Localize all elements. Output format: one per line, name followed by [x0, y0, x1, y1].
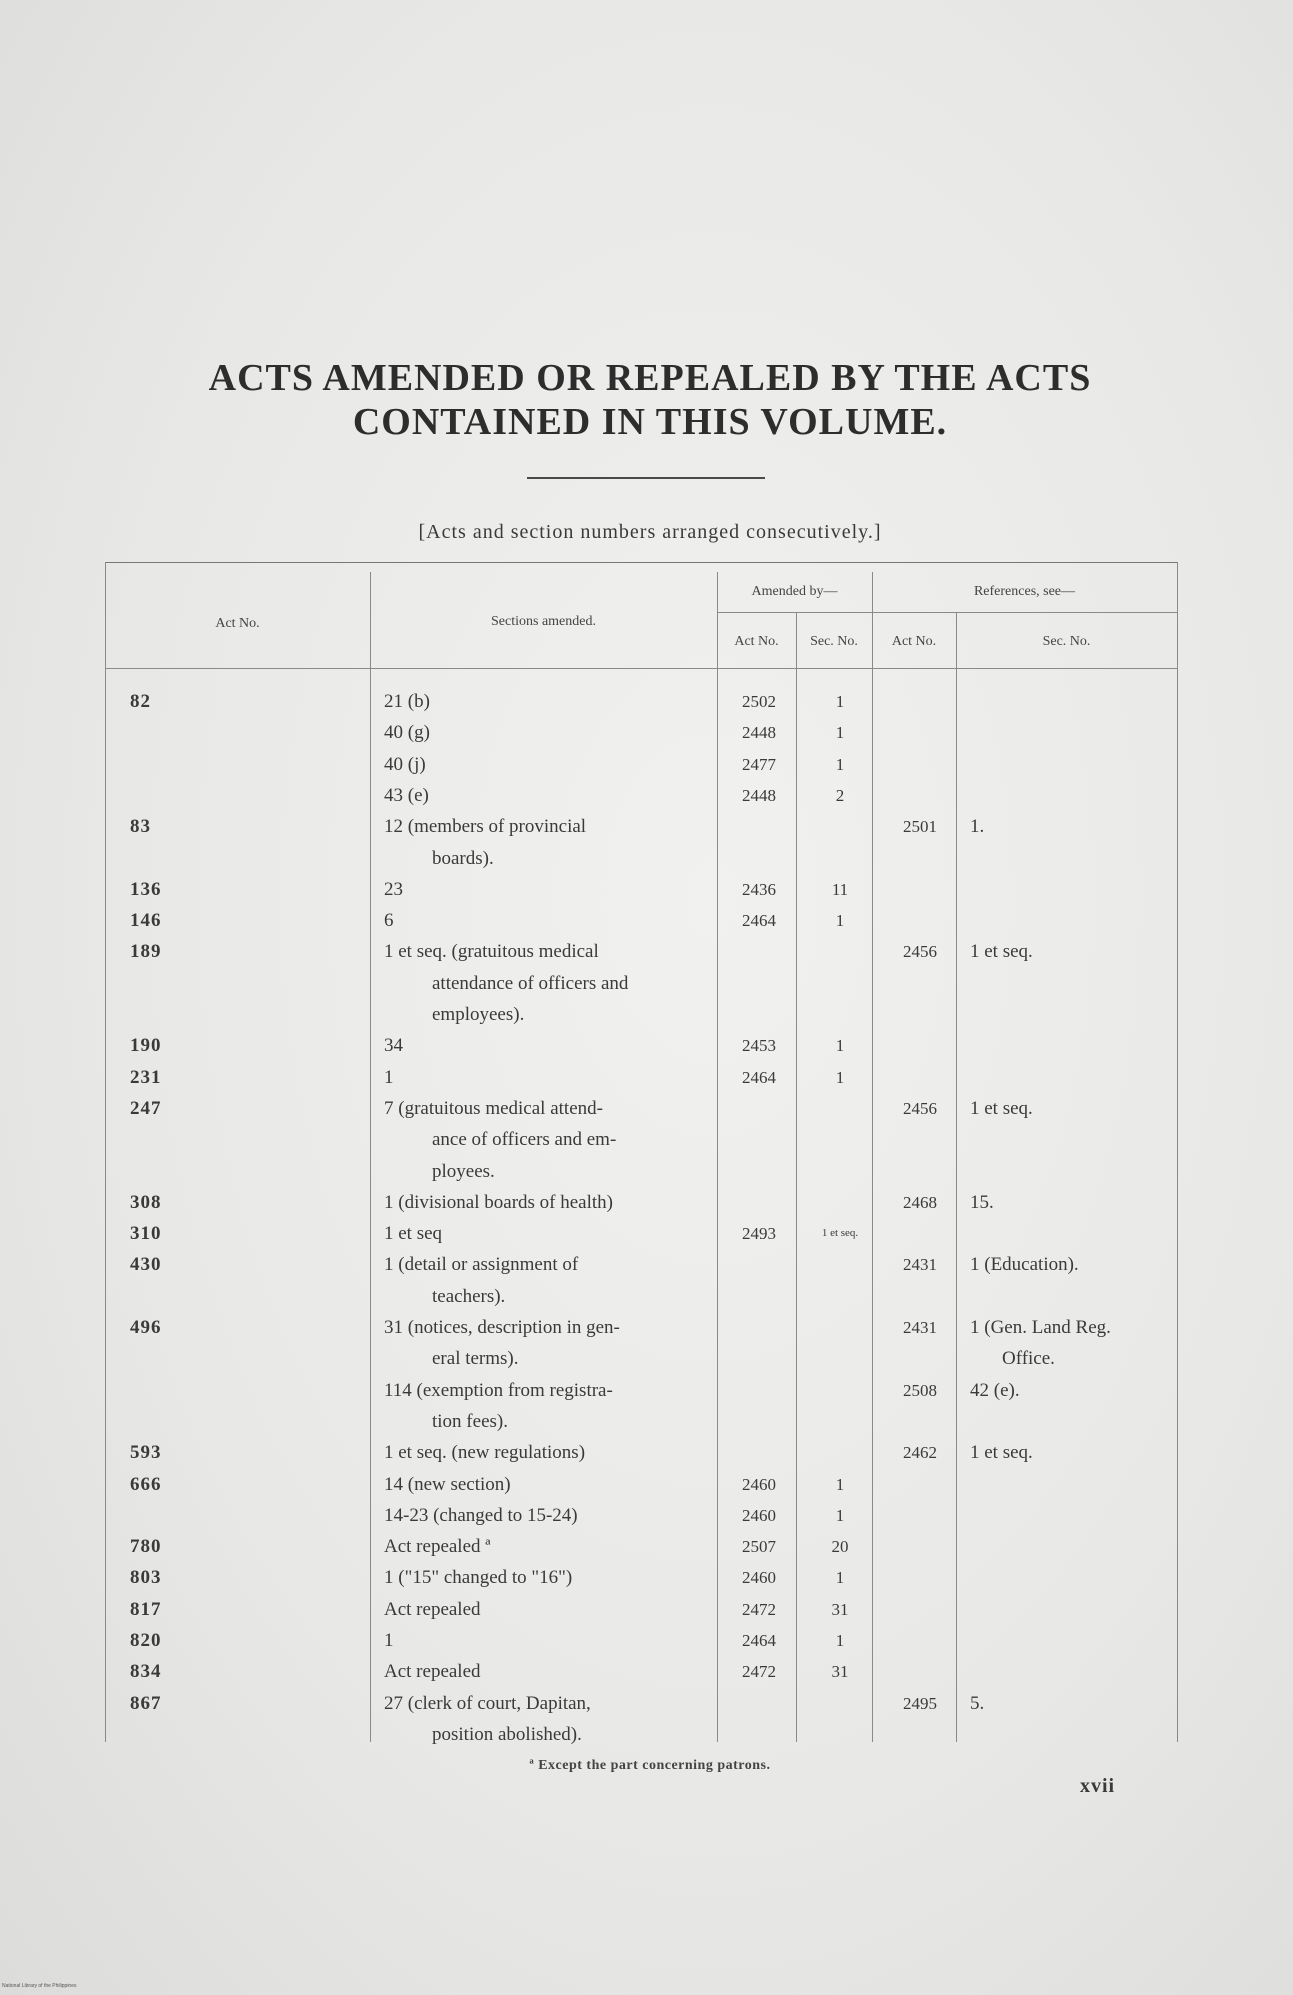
amended-by-act-no: 2477 [742, 754, 776, 774]
sections-amended: ployees. [432, 1160, 495, 1182]
amended-by-act-no: 2493 [742, 1224, 776, 1244]
amended-by-act-no: 2448 [742, 723, 776, 743]
page-number: xvii [1080, 1775, 1116, 1797]
header-amended-act-no: Act No. [734, 634, 779, 649]
sections-amended: 40 (g) [384, 722, 430, 744]
amended-by-sec-no: 1 [835, 692, 845, 711]
act-number: 247 [130, 1097, 162, 1119]
reference-act-no: 2501 [903, 817, 937, 837]
header-ref-sec-no: Sec. No. [1042, 634, 1091, 649]
sections-amended: 1 (detail or assignment of [384, 1254, 579, 1276]
act-number: 496 [130, 1317, 162, 1338]
sections-amended: 23 [384, 878, 403, 900]
amended-by-act-no: 2460 [742, 1505, 776, 1525]
reference-act-no: 2462 [903, 1443, 937, 1463]
reference-sec-no: 1 (Education). [970, 1254, 1079, 1276]
amended-by-sec-no: 1 [835, 1568, 845, 1588]
sections-amended: employees). [432, 1004, 525, 1025]
header-sections-amended: Sections amended. [491, 614, 596, 629]
sections-amended: ance of officers and em- [432, 1129, 617, 1151]
sections-amended: eral terms). [432, 1348, 519, 1370]
amended-by-sec-no: 1 [835, 723, 845, 743]
reference-sec-no: 1 et seq. [970, 1097, 1033, 1119]
sections-amended: Act repealed [384, 1598, 481, 1620]
reference-sec-no: 5. [970, 1692, 985, 1714]
act-number: 136 [130, 878, 162, 900]
act-number: 820 [130, 1630, 162, 1651]
table-right-border [1177, 562, 1178, 1742]
amended-by-act-no: 2472 [742, 1599, 776, 1619]
table-top-border [105, 562, 1177, 563]
sections-amended: 21 (b) [384, 691, 430, 712]
amended-by-sec-no: 1 et seq. [821, 1227, 859, 1240]
header-bottom-border [105, 668, 1177, 669]
column-divider [370, 572, 371, 1742]
reference-sec-no: 1 (Gen. Land Reg. [970, 1317, 1111, 1338]
subtitle: [Acts and section numbers arranged consecutively.] [418, 521, 882, 543]
reference-sec-no: 42 (e). [970, 1379, 1020, 1401]
sections-amended: 1 et seq [384, 1223, 443, 1245]
act-number: 146 [130, 910, 162, 932]
amended-by-sec-no: 11 [831, 879, 849, 899]
amended-by-sec-no: 31 [831, 1662, 849, 1682]
sections-amended: tion fees). [432, 1410, 508, 1432]
footnote: ª Except the part concerning patrons. [529, 1758, 771, 1773]
sections-amended: teachers). [432, 1285, 506, 1307]
amended-by-sec-no: 31 [831, 1599, 849, 1619]
reference-act-no: 2508 [903, 1380, 937, 1400]
act-number: 834 [130, 1661, 162, 1683]
amended-by-sec-no: 1 [835, 1067, 845, 1087]
reference-sec-no: 1 et seq. [970, 1442, 1033, 1464]
act-number: 190 [130, 1035, 162, 1057]
reference-act-no: 2468 [903, 1192, 937, 1212]
sections-amended: 1 et seq. (gratuitous medical [384, 941, 599, 963]
sections-amended: 31 (notices, description in gen- [384, 1317, 620, 1338]
amended-by-act-no: 2507 [742, 1537, 776, 1557]
header-references: References, see— [973, 584, 1076, 599]
reference-act-no: 2456 [903, 1098, 937, 1118]
reference-sec-no: Office. [1002, 1348, 1055, 1370]
table-left-border [105, 562, 106, 1742]
page-title [150, 356, 1150, 444]
amended-by-sec-no: 1 [835, 754, 845, 774]
sections-amended: 114 (exemption from registra- [384, 1379, 613, 1401]
amended-by-sec-no: 1 [835, 1631, 845, 1650]
amended-by-sec-no: 1 [835, 1036, 845, 1056]
sections-amended: 12 (members of provincial [384, 816, 587, 838]
sections-amended: 27 (clerk of court, Dapitan, [384, 1692, 591, 1714]
sections-amended: 1 ("15" changed to "16") [384, 1567, 573, 1589]
amended-by-act-no: 2472 [742, 1662, 776, 1682]
sections-amended: 1 [384, 1630, 394, 1651]
title-line-1: ACTS AMENDED OR REPEALED BY THE ACTS [208, 357, 1092, 399]
reference-sec-no: 1. [970, 816, 985, 838]
amended-by-sec-no: 2 [835, 785, 845, 805]
sections-amended: 43 (e) [384, 784, 429, 806]
amended-by-act-no: 2436 [742, 879, 776, 899]
act-number: 593 [130, 1442, 162, 1464]
sections-amended: 7 (gratuitous medical attend- [384, 1097, 603, 1119]
act-number: 308 [130, 1191, 162, 1213]
sections-amended: 40 (j) [384, 753, 426, 775]
amended-by-act-no: 2448 [742, 785, 776, 805]
act-number: 231 [130, 1066, 162, 1088]
act-number: 83 [130, 816, 151, 838]
sections-amended: 1 [384, 1066, 394, 1088]
act-number: 803 [130, 1567, 162, 1589]
sections-amended: position abolished). [432, 1723, 582, 1745]
header-act-no: Act No. [215, 616, 260, 631]
title-rule [527, 477, 765, 479]
reference-sec-no: 1 et seq. [970, 941, 1033, 963]
amended-by-act-no: 2464 [742, 1067, 776, 1087]
header-subdivider [717, 612, 1177, 613]
sections-amended: boards). [432, 847, 494, 869]
sections-amended: 14 (new section) [384, 1473, 511, 1495]
sections-amended: Act repealed ª [384, 1536, 491, 1558]
amended-by-act-no: 2453 [742, 1036, 776, 1056]
amended-by-sec-no: 1 [835, 911, 845, 931]
column-divider [956, 612, 957, 1742]
header-ref-act-no: Act No. [891, 634, 937, 649]
title-line-2: CONTAINED IN THIS VOLUME. [352, 401, 948, 443]
column-divider [796, 612, 797, 1742]
sections-amended: 34 [384, 1035, 403, 1057]
reference-act-no: 2495 [903, 1693, 937, 1713]
amended-by-sec-no: 1 [835, 1474, 845, 1494]
sections-amended: 1 (divisional boards of health) [384, 1191, 614, 1213]
act-number: 817 [130, 1598, 162, 1620]
sections-amended: 1 et seq. (new regulations) [384, 1442, 586, 1464]
reference-act-no: 2431 [903, 1255, 937, 1275]
sections-amended: attendance of officers and [432, 972, 629, 994]
amended-by-act-no: 2460 [742, 1474, 776, 1494]
sections-amended: Act repealed [384, 1661, 481, 1683]
act-number: 310 [130, 1223, 162, 1245]
sections-amended: 14-23 (changed to 15-24) [384, 1504, 578, 1526]
sections-amended: 6 [384, 910, 394, 932]
reference-sec-no: 15. [970, 1191, 994, 1213]
act-number: 189 [130, 941, 162, 963]
act-number: 867 [130, 1692, 162, 1714]
amended-by-act-no: 2460 [742, 1568, 776, 1588]
amended-by-sec-no: 1 [835, 1505, 845, 1525]
act-number: 82 [130, 691, 151, 712]
act-number: 666 [130, 1473, 162, 1495]
amended-by-sec-no: 20 [831, 1537, 849, 1557]
amended-by-act-no: 2464 [742, 1631, 776, 1650]
act-number: 430 [130, 1254, 162, 1276]
amended-by-act-no: 2464 [742, 911, 776, 931]
amended-by-act-no: 2502 [742, 692, 776, 711]
header-amended-sec-no: Sec. No. [810, 634, 858, 649]
reference-act-no: 2456 [903, 942, 937, 962]
reference-act-no: 2431 [903, 1318, 937, 1337]
header-amended-by: Amended by— [751, 584, 838, 599]
library-watermark: National Library of the Philippines [2, 1983, 77, 1989]
act-number: 780 [130, 1536, 162, 1558]
